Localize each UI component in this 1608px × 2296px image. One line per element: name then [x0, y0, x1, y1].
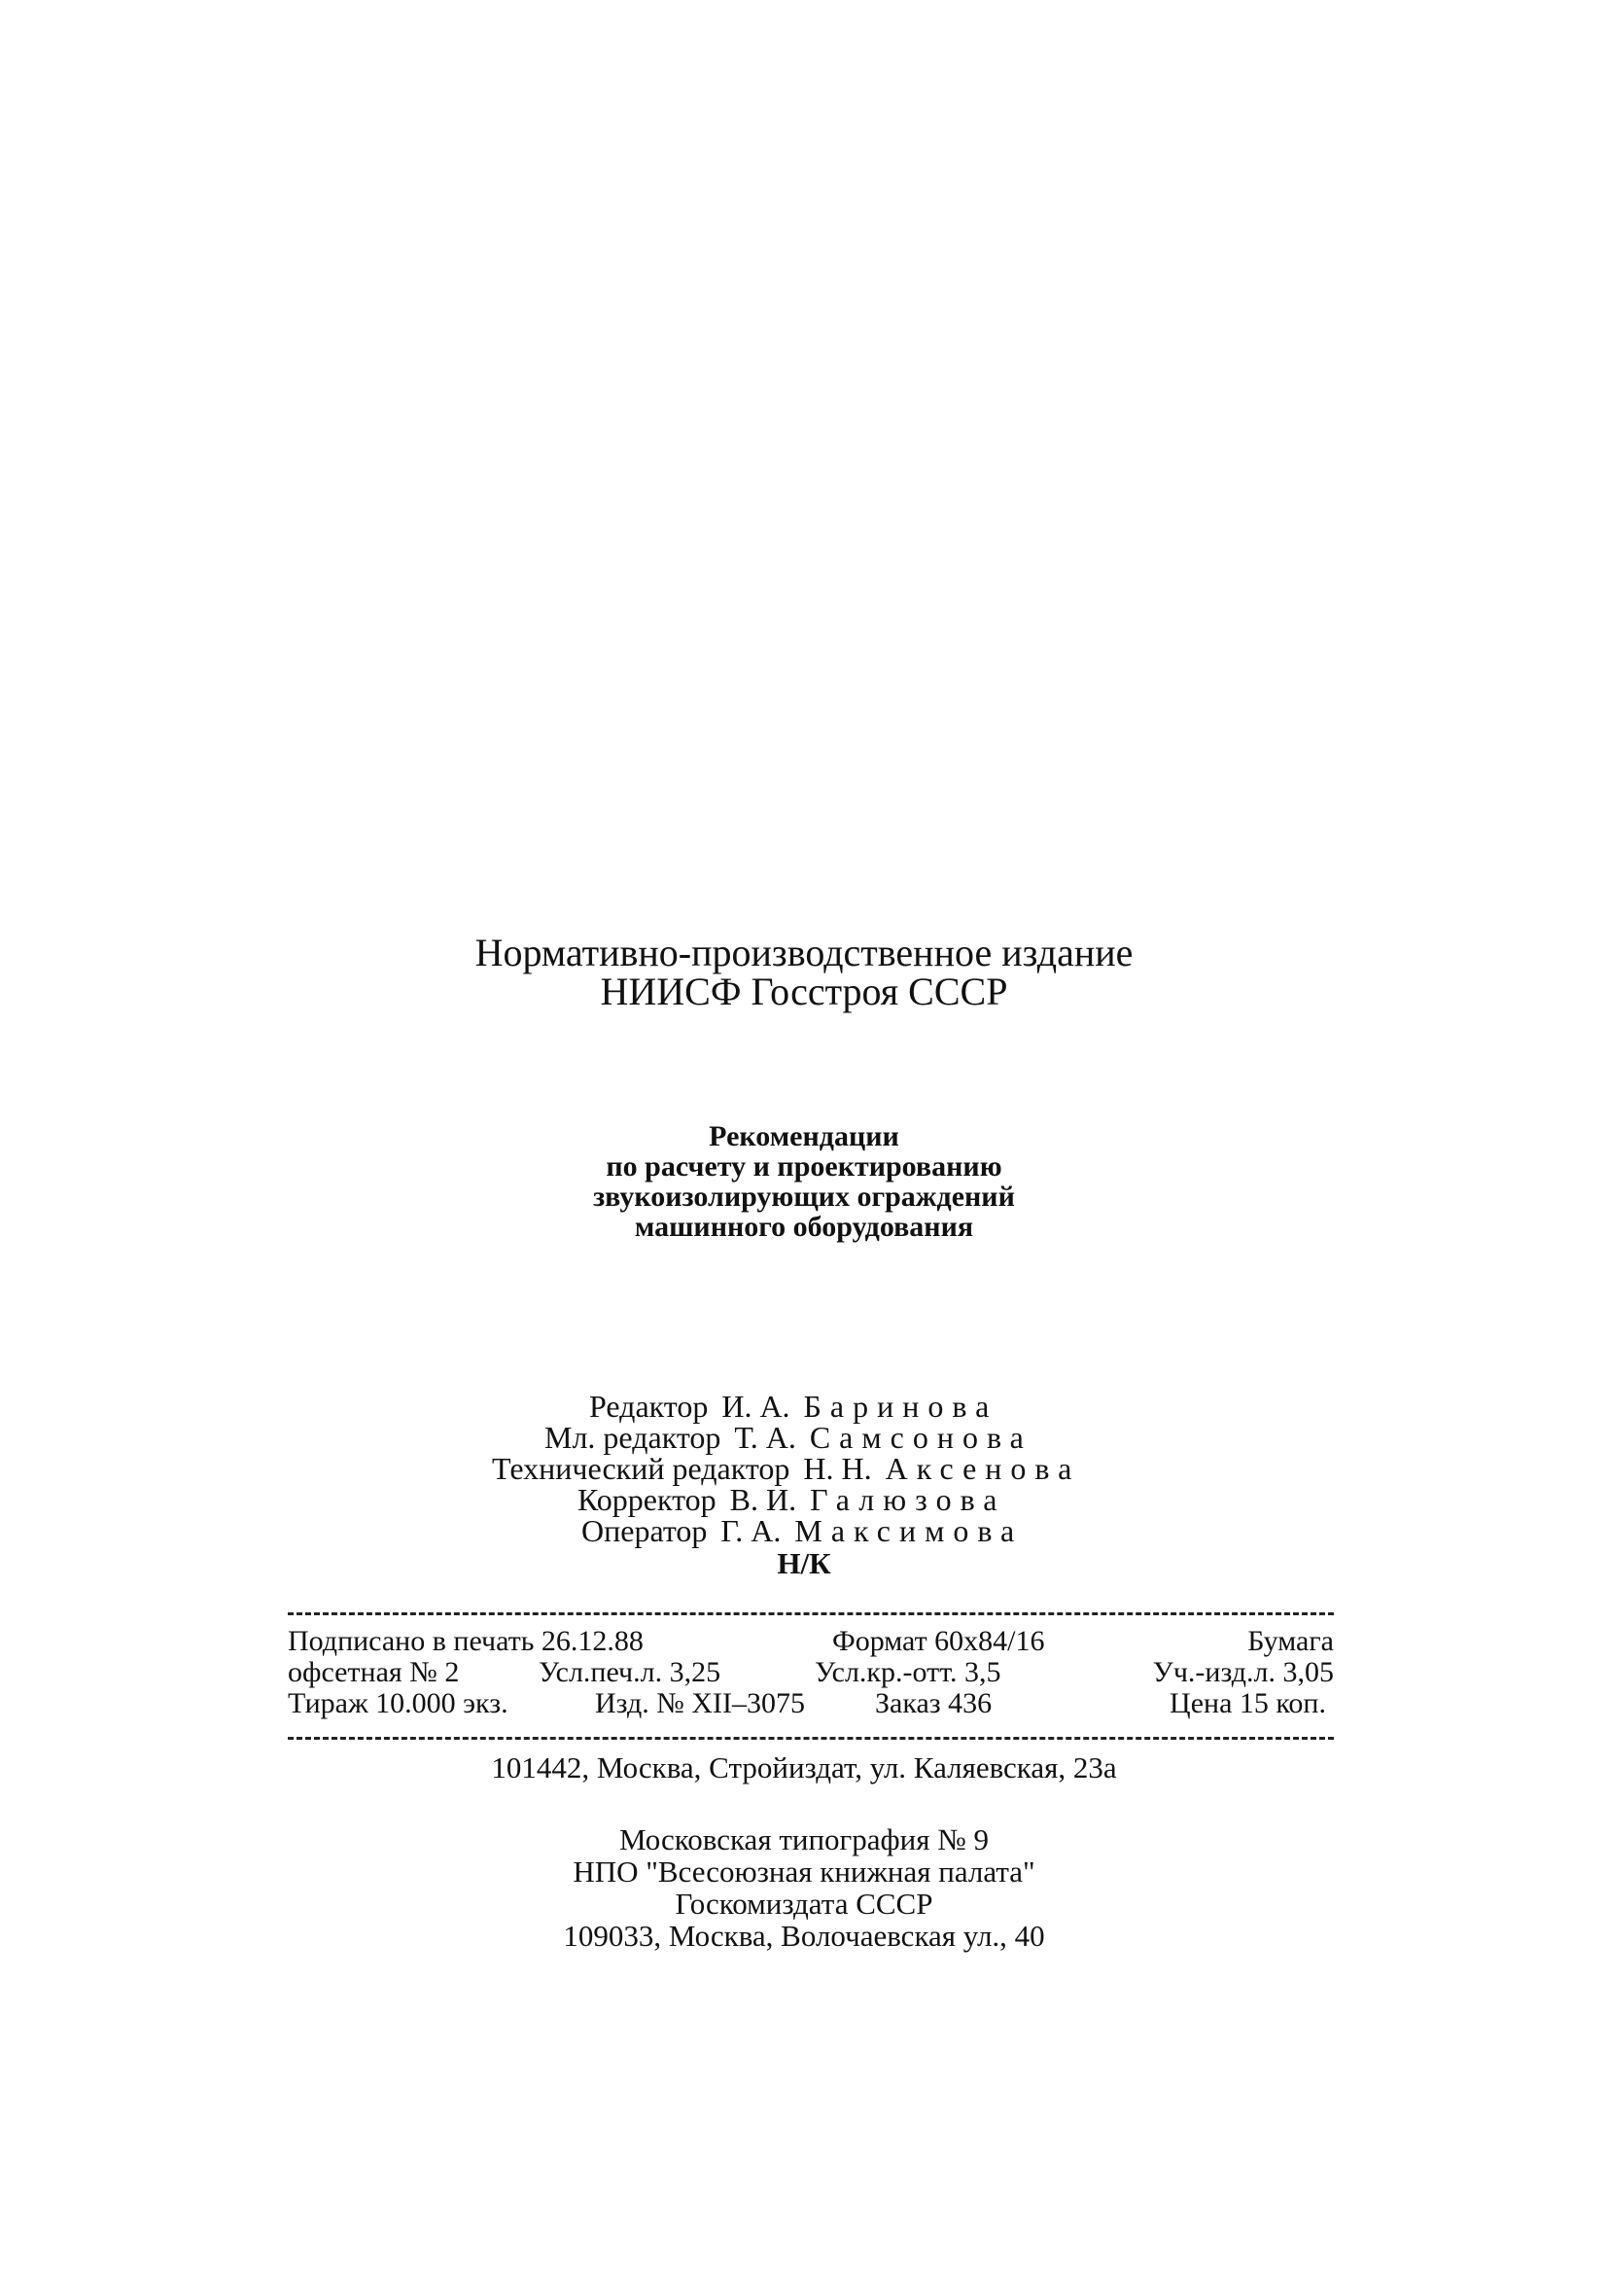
- printer-block: [0, 1823, 1608, 1952]
- imprint-price: Цена 15 коп.: [1170, 1687, 1326, 1719]
- credit-operator: [581, 1515, 1023, 1546]
- credit-role: Мл. редактор: [544, 1420, 721, 1455]
- credit-surname: Галюзова: [810, 1482, 1006, 1517]
- imprint-paper-type: офсетная № 2: [288, 1656, 460, 1688]
- book-title-line-3: звукоизолирующих ограждений: [593, 1181, 1015, 1213]
- printer-line-2: НПО "Всесоюзная книжная палата": [573, 1854, 1035, 1889]
- imprint-format: Формат 60х84/16: [832, 1625, 1045, 1657]
- credit-initials: Т. А.: [734, 1420, 796, 1455]
- imprint-color-prints: Усл.кр.-отт. 3,5: [815, 1656, 1001, 1688]
- mark-nk: Н/К: [777, 1546, 831, 1580]
- credit-editor: [589, 1391, 997, 1422]
- book-title-line-4: машинного оборудования: [634, 1211, 974, 1243]
- printer-line-1: Московская типография № 9: [618, 1822, 990, 1856]
- imprint-signed: Подписано в печать 26.12.88: [288, 1625, 644, 1657]
- credit-initials: Н. Н.: [803, 1451, 872, 1486]
- credit-initials: И. А.: [721, 1389, 790, 1424]
- series-line-2: НИИСФ Госстроя СССР: [600, 970, 1008, 1013]
- credit-surname: Максимова: [794, 1513, 1024, 1548]
- book-title-line-1: Рекомендации: [709, 1120, 899, 1152]
- publisher-address: 101442, Москва, Стройиздат, ул. Каляевская, 23а: [491, 1750, 1117, 1784]
- credit-surname: Самсонова: [809, 1420, 1032, 1455]
- imprint-pub-sheets: Уч.-изд.л. 3,05: [1152, 1656, 1334, 1688]
- credit-technical-editor: [492, 1453, 1080, 1484]
- credit-role: Оператор: [581, 1513, 708, 1548]
- imprint-run: Тираж 10.000 экз.: [288, 1687, 508, 1719]
- series-heading: [0, 931, 1608, 1013]
- book-title-line-2: по расчету и проектированию: [606, 1150, 1002, 1183]
- credit-role: Корректор: [577, 1482, 717, 1517]
- printer-line-3: Госкомиздата СССР: [675, 1887, 933, 1921]
- credit-surname: Аксенова: [885, 1451, 1081, 1486]
- dashed-divider-top: [288, 1612, 1334, 1615]
- imprint-edition: Изд. № XII–3075: [595, 1687, 806, 1719]
- credit-initials: Г. А.: [720, 1513, 782, 1548]
- series-line-1: Нормативно-производственное издание: [474, 931, 1134, 974]
- imprint-paper-label: Бумага: [1247, 1625, 1334, 1657]
- dashed-divider-bottom: [288, 1737, 1334, 1740]
- credit-proofreader: [577, 1484, 1006, 1515]
- credit-junior-editor: [544, 1422, 1032, 1453]
- credit-role: Редактор: [589, 1389, 709, 1424]
- imprint-print-sheets: Усл.печ.л. 3,25: [539, 1656, 721, 1688]
- printer-line-4: 109033, Москва, Волочаевская ул., 40: [563, 1919, 1045, 1953]
- credit-role: Технический редактор: [492, 1451, 790, 1486]
- imprint-order: Заказ 436: [875, 1687, 993, 1719]
- book-title: [0, 1121, 1608, 1242]
- credit-initials: В. И.: [729, 1482, 797, 1517]
- credit-surname: Баринова: [803, 1389, 998, 1424]
